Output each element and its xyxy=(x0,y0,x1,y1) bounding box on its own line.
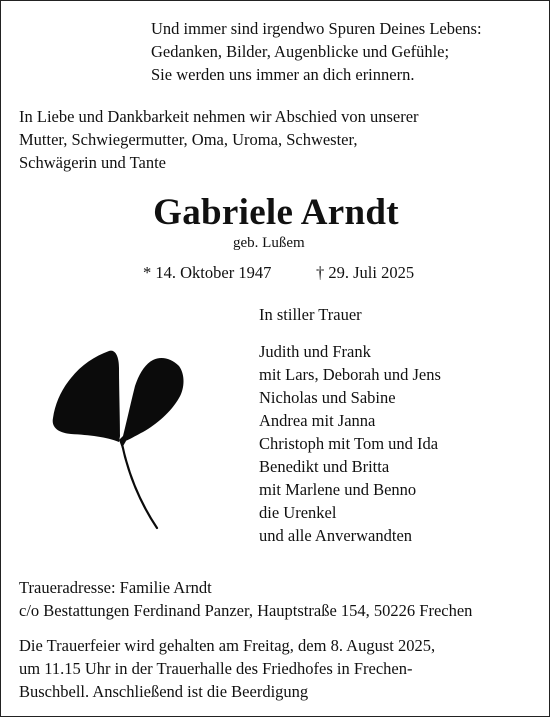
birth-date: * 14. Oktober 1947 xyxy=(143,263,272,282)
mourner-line: Benedikt und Britta xyxy=(259,457,390,476)
mourner-line: Andrea mit Janna xyxy=(259,411,376,430)
deceased-name: Gabriele Arndt xyxy=(153,192,399,233)
ginkgo-leaf-icon xyxy=(49,338,187,534)
mourner-line: Christoph mit Tom und Ida xyxy=(259,434,439,453)
mourner-line: Judith und Frank xyxy=(259,342,371,361)
ceremony-line-3: Buschbell. Anschließend ist die Beerdigung xyxy=(19,682,309,701)
birth-name: geb. Lußem xyxy=(233,235,305,251)
death-date: † 29. Juli 2025 xyxy=(316,263,415,282)
intro-line-1: In Liebe und Dankbarkeit nehmen wir Abschied von unserer xyxy=(19,107,419,126)
mourner-line: und alle Anverwandten xyxy=(259,526,413,545)
mourner-line: mit Marlene und Benno xyxy=(259,480,417,499)
mourner-line: Nicholas und Sabine xyxy=(259,388,396,407)
poem-line-2: Gedanken, Bilder, Augenblicke und Gefühle; xyxy=(151,42,450,61)
ceremony-line-1: Die Trauerfeier wird gehalten am Freitag, dem 8. August 2025, xyxy=(19,636,436,655)
poem-line-1: Und immer sind irgendwo Spuren Deines Lebens: xyxy=(151,19,482,38)
intro-line-3: Schwägerin und Tante xyxy=(19,153,167,172)
mourner-line: die Urenkel xyxy=(259,503,337,522)
poem-line-3: Sie werden uns immer an dich erinnern. xyxy=(151,65,415,84)
mourner-line: mit Lars, Deborah und Jens xyxy=(259,365,441,384)
address-line-2: c/o Bestattungen Ferdinand Panzer, Hauptstraße 154, 50226 Frechen xyxy=(19,601,473,620)
intro-line-2: Mutter, Schwiegermutter, Oma, Uroma, Schwester, xyxy=(19,130,358,149)
ceremony-line-2: um 11.15 Uhr in der Trauerhalle des Friedhofes in Frechen- xyxy=(19,659,413,678)
mourners-heading: In stiller Trauer xyxy=(259,305,362,324)
address-line-1: Traueradresse: Familie Arndt xyxy=(19,578,212,597)
